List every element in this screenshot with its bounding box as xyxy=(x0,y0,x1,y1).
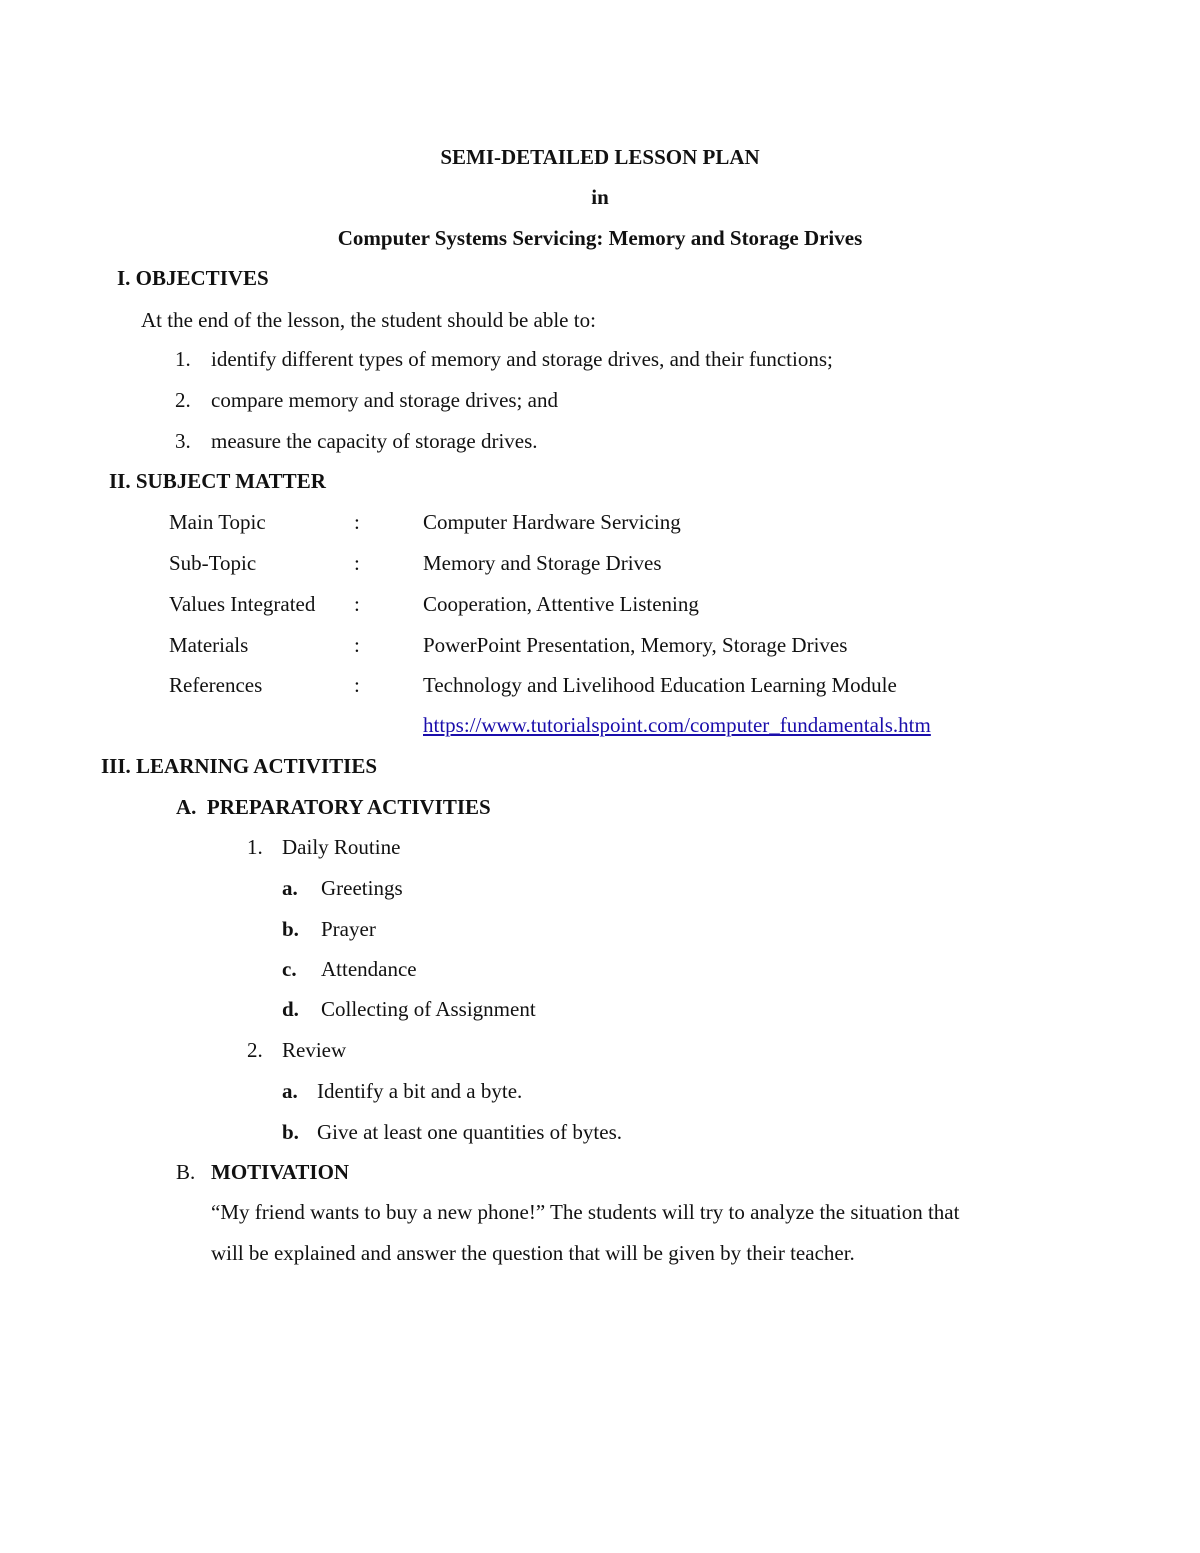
preparatory-activities-heading: A. PREPARATORY ACTIVITIES xyxy=(176,795,491,819)
subject-value: Technology and Livelihood Education Learning Module xyxy=(423,673,897,697)
review-item: Identify a bit and a byte. xyxy=(317,1079,523,1103)
review-label: Review xyxy=(282,1038,347,1062)
subject-value: Cooperation, Attentive Listening xyxy=(423,592,699,616)
review-letter: a. xyxy=(282,1079,298,1103)
motivation-heading: MOTIVATION xyxy=(211,1160,350,1184)
routine-item: Collecting of Assignment xyxy=(321,997,536,1021)
motivation-text-line: will be explained and answer the question that will be given by their teacher. xyxy=(211,1241,855,1265)
subject-separator: : xyxy=(354,592,360,616)
subject-separator: : xyxy=(354,510,360,534)
subject-matter-heading: II. SUBJECT MATTER xyxy=(109,469,326,493)
routine-item: Prayer xyxy=(321,917,376,941)
document-title: SEMI-DETAILED LESSON PLAN xyxy=(440,145,760,169)
routine-letter: a. xyxy=(282,876,298,900)
objectives-heading: I. OBJECTIVES xyxy=(117,266,269,290)
objective-item: compare memory and storage drives; and xyxy=(211,388,558,412)
title-connector: in xyxy=(591,185,609,209)
objective-number: 3. xyxy=(175,429,191,453)
activity-number: 2. xyxy=(247,1038,263,1062)
review-item: Give at least one quantities of bytes. xyxy=(317,1120,623,1144)
subject-separator: : xyxy=(354,633,360,657)
objective-item: identify different types of memory and storage drives, and their functions; xyxy=(211,347,833,371)
subject-separator: : xyxy=(354,673,360,697)
routine-letter: d. xyxy=(282,997,299,1021)
subject-value: Computer Hardware Servicing xyxy=(423,510,681,534)
objective-item: measure the capacity of storage drives. xyxy=(211,429,538,453)
review-letter: b. xyxy=(282,1120,299,1144)
learning-activities-heading: III. LEARNING ACTIVITIES xyxy=(101,754,378,778)
subject-value: Memory and Storage Drives xyxy=(423,551,662,575)
objective-number: 2. xyxy=(175,388,191,412)
reference-link[interactable]: https://www.tutorialspoint.com/computer_fundamentals.htm xyxy=(423,713,931,737)
activity-number: 1. xyxy=(247,835,263,859)
subject-separator: : xyxy=(354,551,360,575)
document-subtitle: Computer Systems Servicing: Memory and Storage Drives xyxy=(337,226,863,250)
motivation-letter: B. xyxy=(176,1160,196,1184)
objectives-intro: At the end of the lesson, the student should be able to: xyxy=(141,308,596,332)
subject-label: Values Integrated xyxy=(169,592,316,616)
objective-number: 1. xyxy=(175,347,191,371)
subject-label: Sub-Topic xyxy=(169,551,257,575)
daily-routine-label: Daily Routine xyxy=(282,835,401,859)
routine-letter: b. xyxy=(282,917,299,941)
subject-label: Main Topic xyxy=(169,510,266,534)
subject-label: References xyxy=(169,673,263,697)
motivation-text-line: “My friend wants to buy a new phone!” The students will try to analyze the situation that xyxy=(211,1200,960,1224)
subject-label: Materials xyxy=(169,633,249,657)
routine-item: Greetings xyxy=(321,876,403,900)
subject-value: PowerPoint Presentation, Memory, Storage Drives xyxy=(423,633,848,657)
routine-item: Attendance xyxy=(321,957,417,981)
routine-letter: c. xyxy=(282,957,297,981)
